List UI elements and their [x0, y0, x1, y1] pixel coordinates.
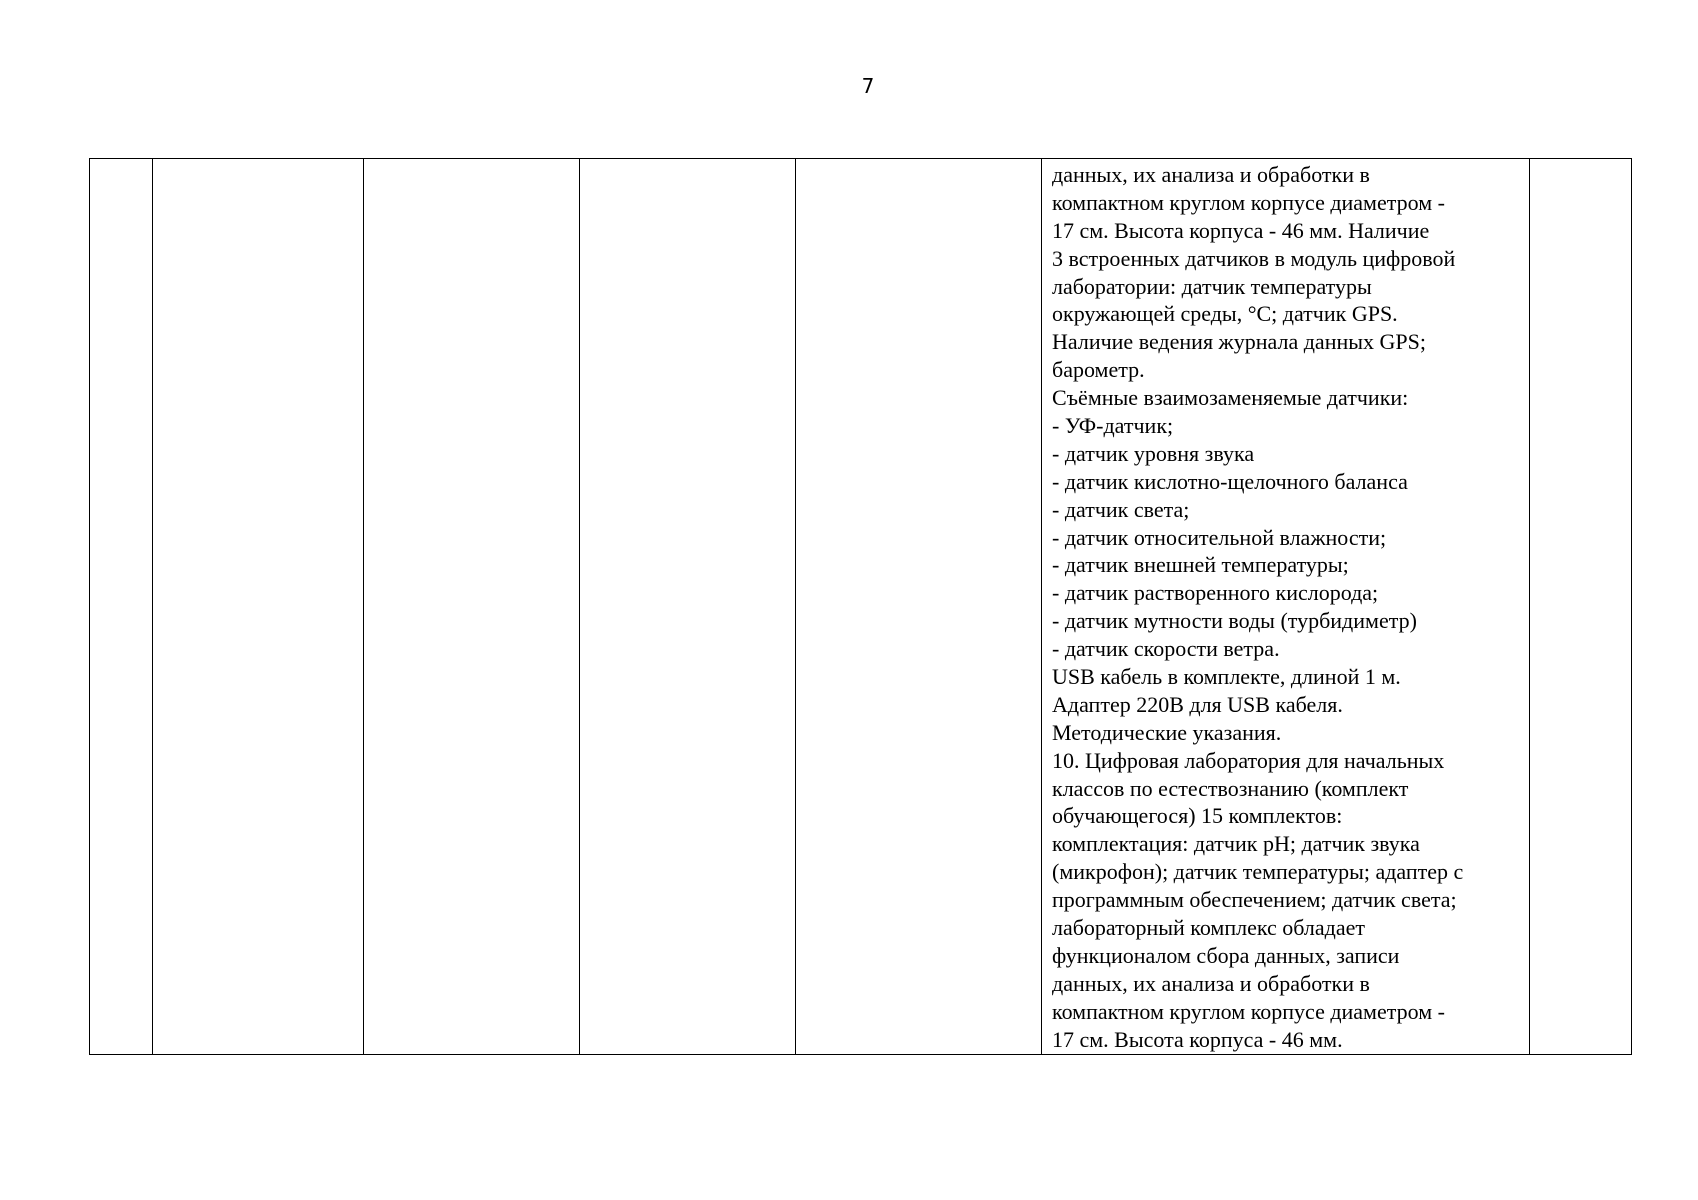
- description-line: программным обеспечением; датчик света;: [1052, 887, 1457, 913]
- table-cell-empty: [153, 159, 364, 1055]
- description-line: комплектация: датчик рН; датчик звука: [1052, 831, 1420, 857]
- description-line: обучающегося) 15 комплектов:: [1052, 803, 1343, 829]
- description-line: - датчик кислотно-щелочного баланса: [1052, 468, 1408, 494]
- table-cell-empty: [796, 159, 1042, 1055]
- description-line: компактном круглом корпусе диаметром -: [1052, 189, 1445, 215]
- description-line: - УФ-датчик;: [1052, 413, 1174, 439]
- description-line: Методические указания.: [1052, 719, 1282, 745]
- table-cell-empty: [1530, 159, 1632, 1055]
- description-line: (микрофон); датчик температуры; адаптер с: [1052, 859, 1464, 885]
- description-line: барометр.: [1052, 357, 1145, 383]
- description-line: Съёмные взаимозаменяемые датчики:: [1052, 385, 1409, 411]
- table-cell-empty: [364, 159, 580, 1055]
- table-cell-description: [1042, 159, 1530, 1055]
- description-line: 10. Цифровая лаборатория для начальных: [1052, 747, 1445, 773]
- description-line: Наличие ведения журнала данных GPS;: [1052, 329, 1426, 355]
- description-line: - датчик внешней температуры;: [1052, 552, 1349, 578]
- description-line: окружающей среды, °С; датчик GPS.: [1052, 301, 1398, 327]
- description-line: 17 см. Высота корпуса - 46 мм. Наличие: [1052, 217, 1430, 243]
- specification-table: [89, 158, 1632, 1055]
- description-line: - датчик уровня звука: [1052, 440, 1255, 466]
- description-line: данных, их анализа и обработки в: [1052, 162, 1370, 187]
- table-row: [90, 159, 1632, 1055]
- description-line: - датчик растворенного кислорода;: [1052, 580, 1379, 606]
- description-line: - датчик мутности воды (турбидиметр): [1052, 608, 1417, 634]
- table-cell-empty: [580, 159, 796, 1055]
- description-line: USB кабель в комплекте, длиной 1 м.: [1052, 664, 1401, 690]
- table-cell-number: [90, 159, 153, 1055]
- description-line: 17 см. Высота корпуса - 46 мм.: [1052, 1026, 1343, 1052]
- description-line: - датчик относительной влажности;: [1052, 524, 1387, 550]
- page-number: 7: [861, 74, 875, 98]
- description-line: компактном круглом корпусе диаметром -: [1052, 998, 1445, 1024]
- description-text: [1042, 159, 1529, 1054]
- description-line: лаборатории: датчик температуры: [1052, 273, 1372, 299]
- description-line: данных, их анализа и обработки в: [1052, 970, 1370, 996]
- description-line: Адаптер 220В для USB кабеля.: [1052, 691, 1343, 717]
- description-line: - датчик света;: [1052, 496, 1190, 522]
- description-line: классов по естествознанию (комплект: [1052, 775, 1409, 801]
- description-line: лабораторный комплекс обладает: [1052, 915, 1366, 941]
- description-line: - датчик скорости ветра.: [1052, 636, 1280, 662]
- description-line: 3 встроенных датчиков в модуль цифровой: [1052, 245, 1456, 271]
- description-line: функционалом сбора данных, записи: [1052, 942, 1400, 968]
